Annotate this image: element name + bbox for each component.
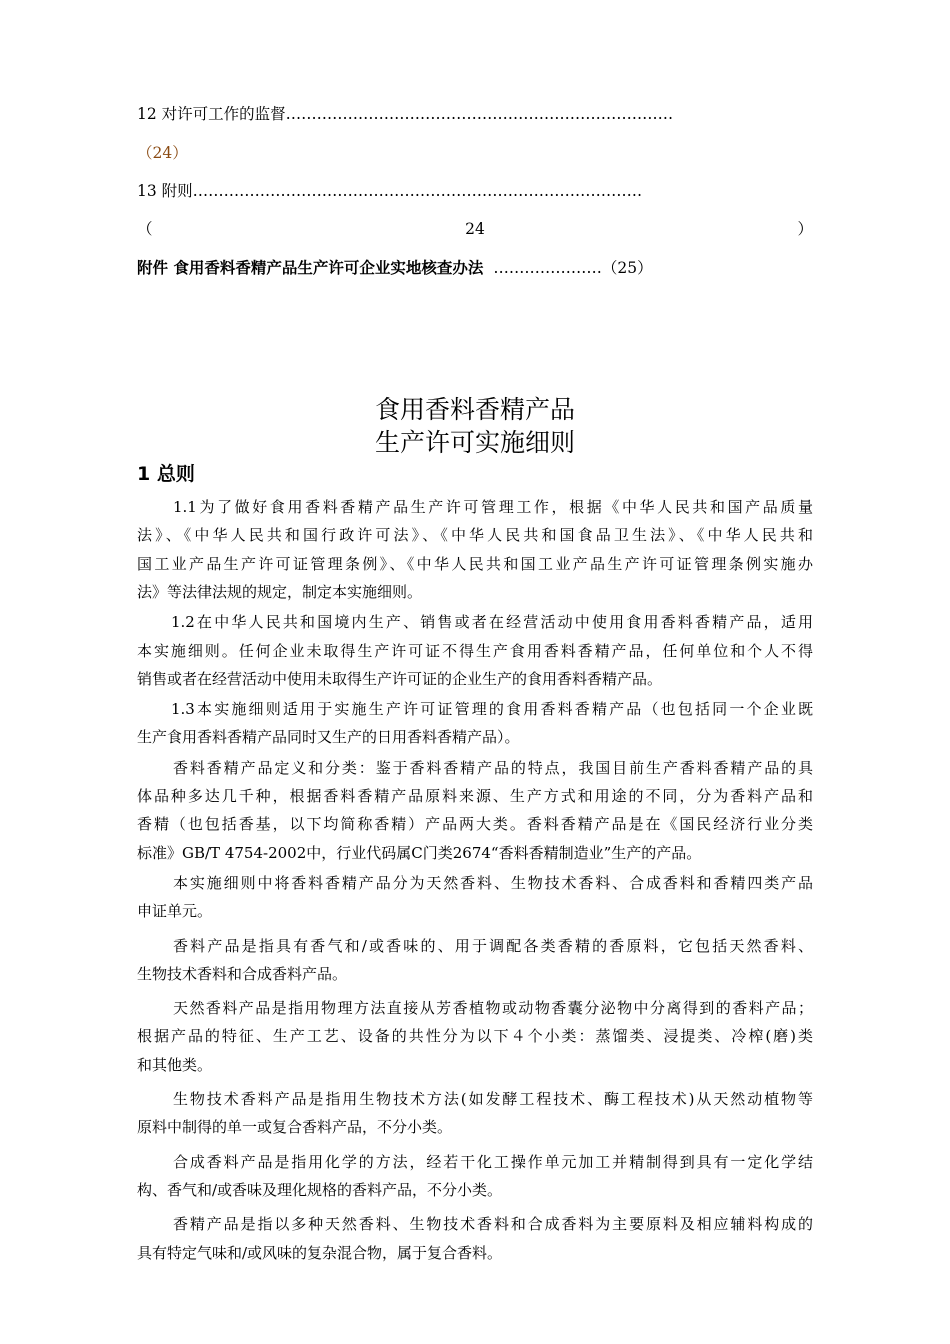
toc-item-13-dots: …………………………………………………………………………… [192,182,643,200]
paragraph-line: 法》等法律法规的规定，制定本实施细则。 [137,582,423,601]
document-title-line1: 食用香料香精产品 [374,395,575,424]
section-1-heading: 1 总则 [137,463,195,485]
paragraph-line: 本实施细则中将香料香精产品分为天然香料、生物技术香料、合成香料和香精四类产品 [173,873,813,892]
paragraph-line: 具有特定气味和/或风味的复杂混合物，属于复合香料。 [137,1243,503,1262]
paragraph-line: 销售或者在经营活动中使用未取得生产许可证的企业生产的食用香料香精产品。 [137,669,663,688]
toc-appendix-page: （25） [601,259,653,277]
toc-item-12-dots: ………………………………………………………………… [285,105,674,123]
toc-item-13-open: （ [137,220,153,238]
paragraph-line: 法》、《中华人民共和国行政许可法》、《中华人民共和国食品卫生法》、《中华人民共和 [137,526,813,545]
toc-appendix[interactable] [137,258,813,278]
paragraph-line: 标准》GB/T 4754-2002中，行业代码属C门类2674“香料香精制造业”生产的产品。 [137,843,702,862]
toc-item-12[interactable] [137,104,813,124]
toc-item-12-page: （24） [137,144,188,162]
paragraph-line: 香精（也包括香基，以下均简称香精）产品两大类。香料香精产品是在《国民经济行业分类 [137,815,813,834]
toc-item-13-label: 13 附则 [137,182,193,200]
paragraph-line: 香精产品是指以多种天然香料、生物技术香料和合成香料为主要原料及相应辅料构成的 [173,1215,813,1234]
toc-item-13-page-line [137,219,813,239]
paragraph-line: 合成香料产品是指用化学的方法，经若干化工操作单元加工并精制得到具有一定化学结 [173,1152,813,1171]
toc-item-13-close: ） [797,220,813,238]
paragraph-line: 1.1为了做好食用香料香精产品生产许可管理工作，根据《中华人民共和国产品质量 [173,498,813,516]
paragraph-line: 国工业产品生产许可证管理条例》、《中华人民共和国工业产品生产许可证管理条例实施办 [137,554,813,573]
paragraph-line: 申证单元。 [137,902,213,921]
paragraph-line: 天然香料产品是指用物理方法直接从芳香植物或动物香囊分泌物中分离得到的香料产品； [173,999,813,1018]
paragraph-line: 本实施细则。任何企业未取得生产许可证不得生产食用香料香精产品，任何单位和个人不得 [137,641,813,660]
paragraph-line: 香料香精产品定义和分类：鉴于香料香精产品的特点，我国目前生产香料香精产品的具 [173,758,813,777]
toc-item-12-label: 12 对许可工作的监督 [137,105,286,123]
toc-item-13-page: 24 [465,220,485,238]
toc-appendix-label: 附件 食用香料香精产品生产许可企业实地核查办法 [137,258,484,277]
paragraph-line: 根据产品的特征、生产工艺、设备的共性分为以下４个小类：蒸馏类、浸提类、冷榨(磨)类 [137,1027,813,1046]
paragraph-line: 原料中制得的单一或复合香料产品，不分小类。 [137,1118,453,1137]
paragraph-line: 香料产品是指具有香气和/或香味的、用于调配各类香精的香原料，它包括天然香料、 [173,936,813,955]
paragraph-line: 和其他类。 [137,1055,213,1074]
toc-item-13[interactable] [137,181,813,201]
paragraph-line: 构、香气和/或香味及理化规格的香料产品，不分小类。 [137,1180,503,1199]
paragraph-line: 生物技术香料产品是指用生物技术方法(如发酵工程技术、酶工程技术)从天然动植物等 [173,1090,813,1108]
document-title-line2: 生产许可实施细则 [374,428,575,457]
paragraph-line: 生产食用香料香精产品同时又生产的日用香料香精产品）。 [137,728,520,747]
paragraph-line: 体品种多达几千种，根据香料香精产品原料来源、生产方式和用途的不同，分为香料产品和 [137,787,813,805]
toc-appendix-dots: ………………… [493,259,602,277]
paragraph-line: 1.2在中华人民共和国境内生产、销售或者在经营活动中使用食用香料香精产品，适用 [171,613,813,632]
paragraph-line: 1.3本实施细则适用于实施生产许可证管理的食用香料香精产品（也包括同一个企业既 [171,700,813,719]
paragraph-line: 生物技术香料和合成香料产品。 [137,964,348,983]
